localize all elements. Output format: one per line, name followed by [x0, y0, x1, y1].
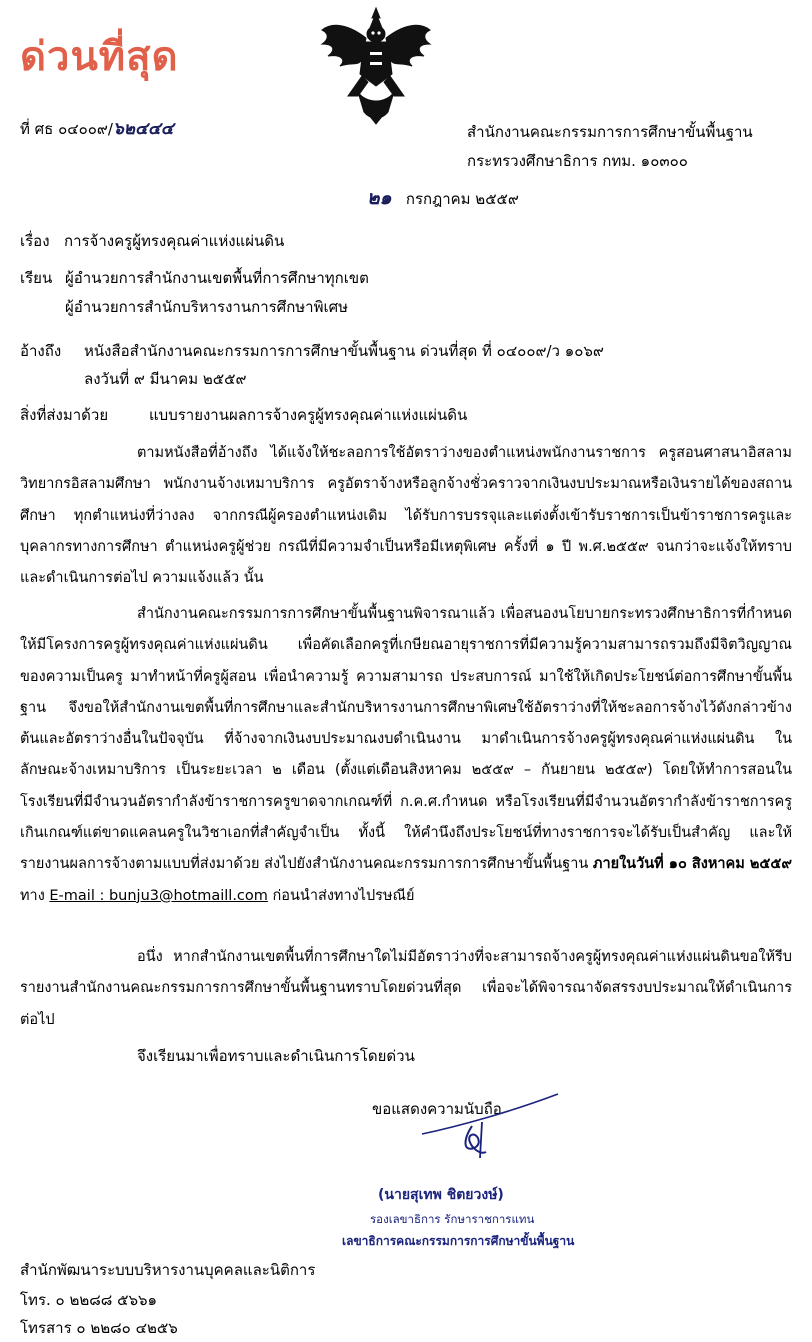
- date-month-year: กรกฎาคม ๒๕๕๙: [405, 190, 519, 208]
- salutation: ขอแสดงความนับถือ: [372, 1100, 502, 1118]
- handwritten-signature-icon: [420, 1086, 560, 1166]
- date-day-handwritten: ๒๑: [367, 187, 392, 209]
- document-number: [20, 119, 174, 139]
- office-address: กระทรวงศึกษาธิการ กทม. ๑๐๓๐๐: [467, 152, 688, 170]
- document-number-handwritten: ๖๒๔๔๔: [112, 119, 174, 139]
- urgency-stamp: ด่วนที่สุด: [20, 34, 179, 80]
- subject-text: การจ้างครูผู้ทรงคุณค่าแห่งแผ่นดิน: [64, 232, 285, 250]
- enclosure-text: แบบรายงานผลการจ้างครูผู้ทรงคุณค่าแห่งแผ่นดิน: [149, 406, 468, 424]
- signatory-name: (นายสุเทพ ชิตยวงษ์): [378, 1187, 504, 1203]
- reference-label: อ้างถึง: [20, 342, 62, 360]
- garuda-emblem-icon: [318, 4, 434, 126]
- recipient-line-1: ผู้อำนวยการสำนักงานเขตพื้นที่การศึกษาทุกเขต: [65, 269, 369, 287]
- deadline-text: ภายในวันที่ ๑๐ สิงหาคม ๒๕๕๙: [592, 856, 792, 873]
- body-paragraph-2: สำนักงานคณะกรรมการการศึกษาขั้นพื้นฐานพิจารณาแล้ว เพื่อสนองนโยบายกระทรวงศึกษาธิการที่กำหนดให้มีโครงการครูผู้ทรงคุณค่าแห่งแผ่นดิน เพื่อคัดเลือกครูที่เกษียณอายุราชการที่มีความรู้ความสามารถรวมถึงมีจิตวิญญาณของความเป็นครู มาทำหน้าที่ครูผู้สอน เพื่อนำความรู้ ความสามารถ ประสบการณ์ มาใช้ให้เกิดประโยชน์ต่อการศึกษาขั้นพื้นฐาน จึงขอให้สำนักงานเขตพื้นที่การศึกษาและสำนักบริหารงานการศึกษาพิเศษใช้อัตราว่างที่ให้ชะลอการจ้างไว้ดังกล่าวข้างต้นและอัตราว่างอื่นในปัจจุบัน ที่จ้างจากเงินงบประมาณงบดำเนินงาน มาดำเนินการจ้างครูผู้ทรงคุณค่าแห่งแผ่นดิน ในลักษณะจ้างเหมาบริการ เป็นระยะเวลา ๒ เดือน (ตั้งแต่เดือนสิงหาคม ๒๕๕๙ – กันยายน ๒๕๕๙) โดยให้ทำการสอนในโรงเรียนที่มีจำนวนอัตรากำลังข้าราชการครูขาดจากเกณฑ์ที่ ก.ค.ศ.กำหนด หรือโรงเรียนที่มีจำนวนอัตรากำลังข้าราชการครูเกินเกณฑ์แต่ขาดแคลนครูในวิชาเอกที่สำคัญจำเป็น ทั้งนี้ ให้คำนึงถึงประโยชน์ที่ทางราชการจะได้รับเป็นสำคัญ และให้รายงานผลการจ้างตามแบบที่ส่งมาด้วย ส่งไปยังสำนักงานคณะกรรมการการศึกษาขั้นพื้นฐาน ภายในวันที่ ๑๐ สิงหาคม ๒๕๕๙ ทาง E-mail : bunju3@hotmaill.com ก่อนนำส่งทางไปรษณีย์: [20, 606, 792, 904]
- subject-label: เรื่อง: [20, 232, 50, 250]
- signatory-position-1: รองเลขาธิการ รักษาราชการแทน: [370, 1212, 535, 1226]
- recipient-line-2: ผู้อำนวยการสำนักบริหารงานการศึกษาพิเศษ: [65, 298, 349, 316]
- recipient-label: เรียน: [20, 269, 53, 287]
- letter-date: [367, 188, 519, 209]
- closing-sentence: จึงเรียนมาเพื่อทราบและดำเนินการโดยด่วน: [137, 1047, 415, 1065]
- footer-department: สำนักพัฒนาระบบบริหารงานบุคคลและนิติการ: [20, 1261, 316, 1279]
- signatory-position-2: เลขาธิการคณะกรรมการการศึกษาขั้นพื้นฐาน: [342, 1234, 575, 1248]
- body-paragraph-3: อนึ่ง หากสำนักงานเขตพื้นที่การศึกษาใดไม่มีอัตราว่างที่จะสามารถจ้างครูผู้ทรงคุณค่าแห่งแผ่นดินขอให้รีบรายงานสำนักงานคณะกรรมการการศึกษาขั้นพื้นฐานทราบโดยด่วนที่สุด เพื่อจะได้พิจารณาจัดสรรงบประมาณให้ดำเนินการต่อไป: [20, 949, 792, 1028]
- footer-fax: โทรสาร ๐ ๒๒๘๐ ๔๒๕๖: [20, 1319, 178, 1337]
- office-name: สำนักงานคณะกรรมการการศึกษาขั้นพื้นฐาน: [467, 123, 753, 141]
- email-link[interactable]: E-mail : bunju3@hotmaill.com: [49, 887, 268, 904]
- body-paragraph-1: ตามหนังสือที่อ้างถึง ได้แจ้งให้ชะลอการใช้อัตราว่างของตำแหน่งพนักงานราชการ ครูสอนศาสนาอิสลาม วิทยากรอิสลามศึกษา พนักงานจ้างเหมาบริการ ครูอัตราจ้างหรือลูกจ้างชั่วคราวจากเงินงบประมาณหรือเงินรายได้ของสถานศึกษา ทุกตำแหน่งที่ว่างลง จากกรณีผู้ครองตำแหน่งเดิม ได้รับการบรรจุและแต่งตั้งเข้ารับราชการเป็นข้าราชการครูและบุคลากรทางการศึกษา ตำแหน่งครูผู้ช่วย กรณีที่มีความจำเป็นหรือมีเหตุพิเศษ ครั้งที่ ๑ ปี พ.ศ.๒๕๕๙ จนกว่าจะแจ้งให้ทราบและดำเนินการต่อไป ความแจ้งแล้ว นั้น: [20, 445, 792, 587]
- footer-telephone: โทร. ๐ ๒๒๘๘ ๕๖๖๑: [20, 1291, 158, 1309]
- document-number-label: ที่ ศธ ๐๔๐๐๙/: [20, 120, 113, 138]
- reference-line-1: หนังสือสำนักงานคณะกรรมการการศึกษาขั้นพื้นฐาน ด่วนที่สุด ที่ ๐๔๐๐๙/ว ๑๐๖๙: [84, 342, 604, 360]
- enclosure-label: สิ่งที่ส่งมาด้วย: [20, 406, 109, 424]
- reference-line-2: ลงวันที่ ๙ มีนาคม ๒๕๕๙: [84, 370, 247, 388]
